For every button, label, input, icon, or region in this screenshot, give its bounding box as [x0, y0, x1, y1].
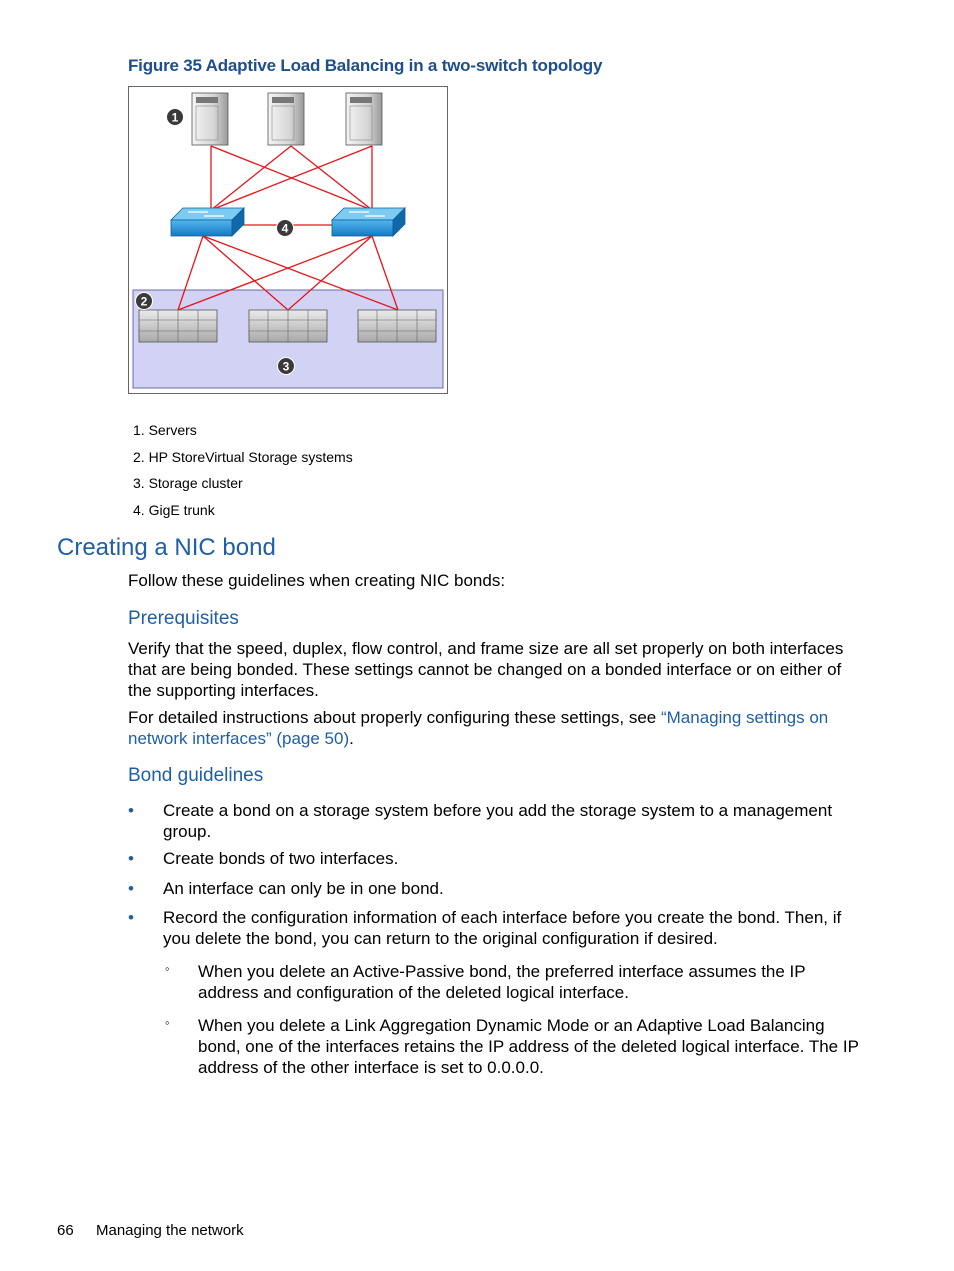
bullet-icon: •	[128, 908, 134, 927]
page-footer	[57, 1222, 244, 1239]
page-number: 66	[57, 1222, 74, 1239]
callout-item: 1. Servers	[133, 422, 197, 438]
switch-right	[332, 208, 405, 236]
list-item-text: Create bonds of two interfaces.	[163, 849, 399, 868]
reference-prefix: For detailed instructions about properly configuring these settings, see	[128, 708, 661, 727]
chapter-title: Managing the network	[96, 1222, 244, 1239]
section-heading: Creating a NIC bond	[57, 534, 276, 561]
managing-settings-link[interactable]: “Managing settings on network interfaces” (page 50)	[128, 708, 829, 748]
switch-left	[171, 208, 244, 236]
storage-system-1	[139, 310, 217, 342]
list-item-text: Record the configuration information of each interface before you create the bond. Then, if you delete the bond, you can return to the original configuration if desired.	[163, 908, 842, 948]
section-intro: Follow these guidelines when creating NIC bonds:	[128, 571, 506, 590]
bullet-icon: •	[128, 849, 134, 868]
callout-marker-1	[167, 109, 184, 126]
server-1	[192, 93, 228, 145]
list-item-text: Create a bond on a storage system before you add the storage system to a management group.	[163, 801, 833, 841]
list-item-text: An interface can only be in one bond.	[163, 879, 444, 898]
topology-figure	[128, 86, 448, 394]
figure-title: Figure 35 Adaptive Load Balancing in a two-switch topology	[128, 56, 603, 75]
svg-text:1: 1	[171, 110, 179, 125]
svg-text:3: 3	[282, 359, 290, 374]
storage-system-3	[358, 310, 436, 342]
storage-system-2	[249, 310, 327, 342]
prerequisites-reference	[128, 707, 868, 749]
sub-list-item-text: When you delete an Active-Passive bond, the preferred interface assumes the IP address and configuration of the deleted logical interface.	[198, 962, 806, 1002]
callout-item: 3. Storage cluster	[133, 475, 243, 491]
callout-item: 2. HP StoreVirtual Storage systems	[133, 448, 353, 465]
callout-marker-2	[136, 293, 153, 310]
prerequisites-heading: Prerequisites	[128, 608, 239, 629]
figure-callout-list	[133, 420, 353, 526]
bond-guidelines-heading: Bond guidelines	[128, 765, 264, 786]
svg-text:4: 4	[281, 221, 289, 236]
prerequisites-paragraph: Verify that the speed, duplex, flow control, and frame size are all set properly on both interfaces that are being bonded. These settings cannot be changed on a bonded interface or on either of the supporting interfaces.	[128, 639, 844, 700]
sub-bullet-icon: ◦	[165, 1015, 170, 1030]
bullet-icon: •	[128, 801, 134, 820]
sub-list-item-text: When you delete a Link Aggregation Dynamic Mode or an Adaptive Load Balancing bond, one of the interfaces retains the IP address of the deleted logical interface. The IP address of the other interface is set to 0.0.0.0.	[198, 1016, 859, 1077]
server-3	[346, 93, 382, 145]
sub-bullet-icon: ◦	[165, 961, 170, 976]
reference-suffix: .	[349, 729, 354, 748]
bullet-icon: •	[128, 879, 134, 898]
callout-marker-3	[278, 358, 295, 375]
callout-item: 4. GigE trunk	[133, 501, 215, 518]
callout-marker-4	[277, 220, 294, 237]
server-2	[268, 93, 304, 145]
svg-text:2: 2	[140, 294, 148, 309]
